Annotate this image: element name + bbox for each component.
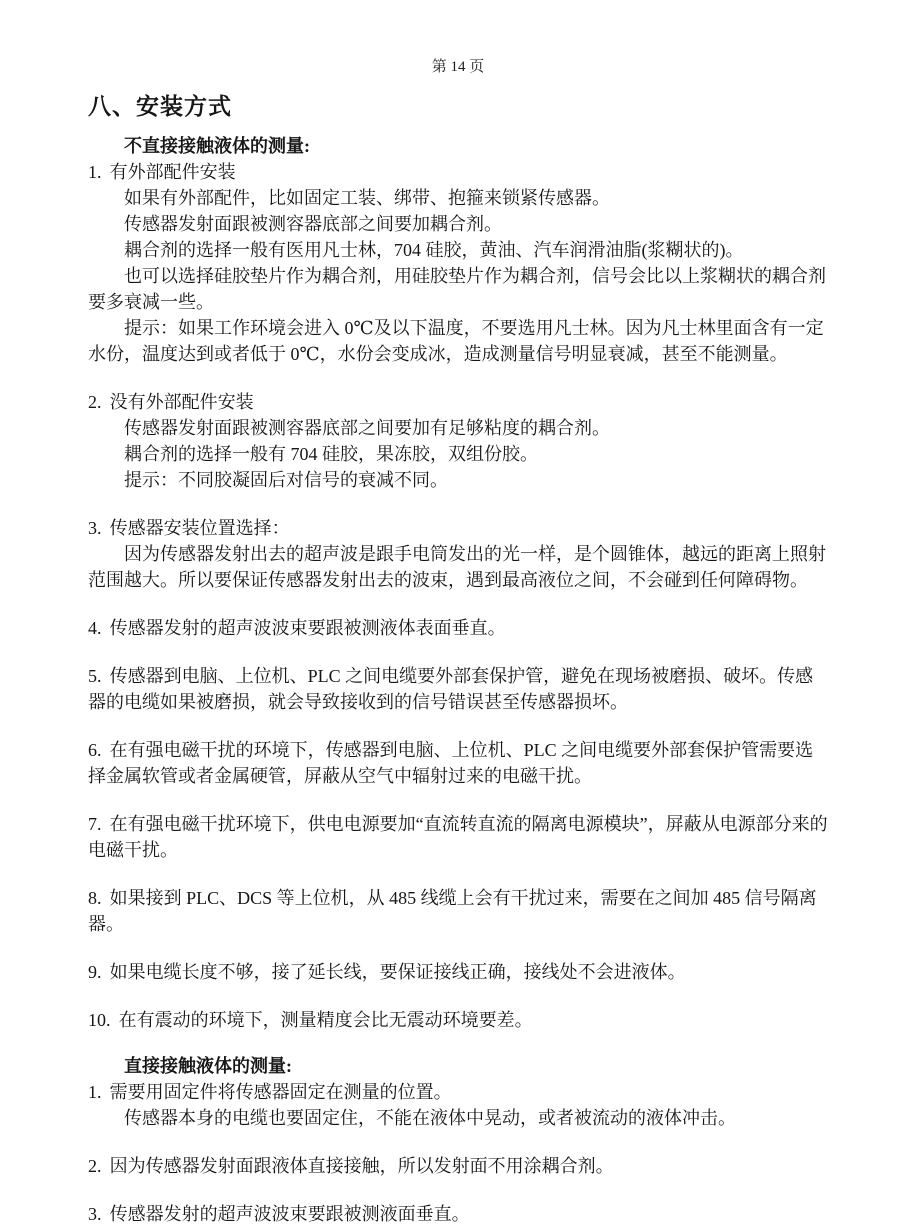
section-heading: 不直接接触液体的测量:	[124, 136, 310, 156]
item-text: 在有震动的环境下，测量精度会比无震动环境要差。	[118, 1010, 533, 1030]
item-number: 6.	[88, 740, 102, 760]
paragraph: 如果有外部配件，比如固定工装、绑带、抱箍来锁紧传感器。	[124, 188, 610, 208]
page-number: 第 14 页	[431, 59, 485, 75]
item-text: 因为传感器发射面跟液体直接接触，所以发射面不用涂耦合剂。	[109, 1156, 614, 1176]
list-item-line	[88, 1007, 828, 1033]
item-number: 1.	[88, 1082, 102, 1102]
paragraph: 因为传感器发射出去的超声波是跟手电筒发出的光一样，是个圆锥体，越远的距离上照射范围越大。所以要保证传感器发射出去的波束，遇到最高液位之间，不会碰到任何障碍物。	[88, 544, 826, 590]
list-item-line	[88, 389, 828, 415]
item-text: 在有强电磁干扰环境下，供电电源要加“直流转直流的隔离电源模块”，屏蔽从电源部分来的电磁干扰。	[88, 814, 828, 860]
list-item-line	[88, 737, 828, 789]
list-item-6	[88, 737, 828, 789]
list-item-line	[88, 615, 828, 641]
item-number: 10.	[88, 1010, 111, 1030]
item-number: 8.	[88, 888, 102, 908]
list-item-line	[88, 159, 828, 185]
list-item-2	[88, 389, 828, 493]
list-item-10	[88, 1007, 828, 1033]
section-direct-measurement	[88, 1053, 828, 1227]
paragraph: 提示：不同胶凝固后对信号的衰减不同。	[124, 470, 448, 490]
item-text: 传感器安装位置选择：	[109, 518, 290, 538]
list-item-line	[88, 885, 828, 937]
list-item-line	[88, 811, 828, 863]
item-number: 5.	[88, 666, 102, 686]
item-text: 传感器到电脑、上位机、PLC 之间电缆要外部套保护管，避免在现场被磨损、破坏。传感器的电缆如果被磨损，就会导致接收到的信号错误甚至传感器损坏。	[88, 666, 814, 712]
list-item-line	[88, 959, 828, 985]
item-number: 1.	[88, 162, 102, 182]
item-number: 3.	[88, 1204, 102, 1224]
list-item-line	[88, 1153, 828, 1179]
paragraph: 传感器本身的电缆也要固定住，不能在液体中晃动，或者被流动的液体冲击。	[124, 1108, 736, 1128]
item-number: 2.	[88, 392, 102, 412]
section-indirect-measurement	[88, 133, 828, 1033]
paragraph: 传感器发射面跟被测容器底部之间要加有足够粘度的耦合剂。	[124, 418, 610, 438]
item-number: 2.	[88, 1156, 102, 1176]
item-number: 3.	[88, 518, 102, 538]
item-text: 在有强电磁干扰的环境下，传感器到电脑、上位机、PLC 之间电缆要外部套保护管需要选择金属软管或者金属硬管，屏蔽从空气中辐射过来的电磁干扰。	[88, 740, 814, 786]
paragraph: 传感器发射面跟被测容器底部之间要加耦合剂。	[124, 214, 502, 234]
list-item-line	[88, 1079, 828, 1105]
item-text: 没有外部配件安装	[109, 392, 254, 412]
list-item-4	[88, 615, 828, 641]
item-number: 9.	[88, 962, 102, 982]
item-text: 有外部配件安装	[109, 162, 236, 182]
item-text: 传感器发射的超声波波束要跟被测液面垂直。	[109, 1204, 470, 1224]
paragraph: 提示：如果工作环境会进入 0℃及以下温度，不要选用凡士林。因为凡士林里面含有一定水份，温度达到或者低于 0℃，水份会变成冰，造成测量信号明显衰减，甚至不能测量。	[88, 318, 824, 364]
list-item-line	[88, 663, 828, 715]
list-item-7	[88, 811, 828, 863]
list-item-1	[88, 159, 828, 367]
item-number: 7.	[88, 814, 102, 834]
item-number: 4.	[88, 618, 102, 638]
item-text: 如果电缆长度不够，接了延长线，要保证接线正确，接线处不会进液体。	[109, 962, 686, 982]
list-item-3	[88, 515, 828, 593]
item-text: 传感器发射的超声波波束要跟被测液体表面垂直。	[109, 618, 506, 638]
item-text: 需要用固定件将传感器固定在测量的位置。	[109, 1082, 452, 1102]
list-item-1	[88, 1079, 828, 1131]
paragraph: 耦合剂的选择一般有医用凡士林，704 硅胶，黄油、汽车润滑油脂(浆糊状的)。	[124, 240, 744, 260]
list-item-8	[88, 885, 828, 937]
list-item-3	[88, 1201, 828, 1227]
list-item-5	[88, 663, 828, 715]
item-text: 如果接到 PLC、DCS 等上位机，从 485 线缆上会有干扰过来，需要在之间加 485 信号隔离器。	[88, 888, 817, 934]
list-item-line	[88, 515, 828, 541]
list-item-9	[88, 959, 828, 985]
paragraph: 也可以选择硅胶垫片作为耦合剂，用硅胶垫片作为耦合剂，信号会比以上浆糊状的耦合剂要多衰减一些。	[88, 266, 826, 312]
paragraph: 耦合剂的选择一般有 704 硅胶，果冻胶，双组份胶。	[124, 444, 538, 464]
page-title: 八、安装方式	[88, 94, 232, 119]
list-item-2	[88, 1153, 828, 1179]
section-heading: 直接接触液体的测量:	[124, 1056, 292, 1076]
list-item-line	[88, 1201, 828, 1227]
